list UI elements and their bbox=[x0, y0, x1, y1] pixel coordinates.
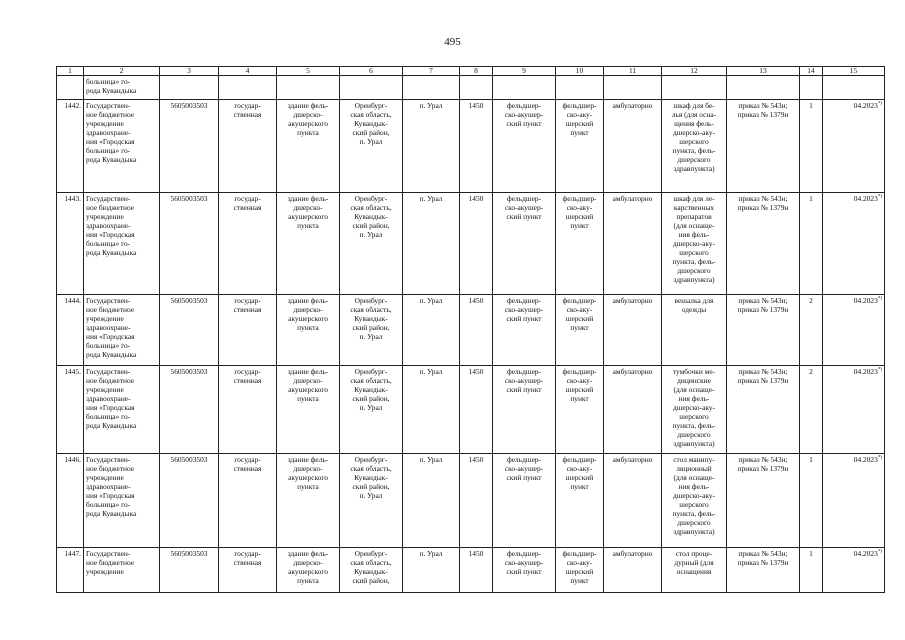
column-header-14: 14 bbox=[800, 67, 823, 76]
cell-ownership: государ- ственная bbox=[219, 100, 277, 193]
cell-unit: фельдшер- ско-аку- шерский пункт bbox=[556, 295, 604, 366]
cell-org: Государствен- ное бюджетное учреждение здравоохране- ния «Городская больница» го- рода Кувандыка bbox=[84, 366, 160, 454]
column-header-13: 13 bbox=[727, 67, 800, 76]
table-row bbox=[57, 548, 885, 593]
cell-type: фельдшер- ско-акушер- ский пункт bbox=[493, 193, 556, 295]
cell-date: 04.2023*) bbox=[823, 548, 885, 593]
column-header-10: 10 bbox=[556, 67, 604, 76]
cell-care: амбулаторно bbox=[604, 454, 662, 548]
column-header-3: 3 bbox=[160, 67, 219, 76]
cell-pop: 1450 bbox=[460, 548, 493, 593]
cell-num: 1445. bbox=[57, 366, 84, 454]
column-header-1: 1 bbox=[57, 67, 84, 76]
cell-care: амбулаторно bbox=[604, 548, 662, 593]
cell-ownership: государ- ственная bbox=[219, 193, 277, 295]
cell-type: фельдшер- ско-акушер- ский пункт bbox=[493, 295, 556, 366]
cell-order: приказ № 543н; приказ № 1379н bbox=[727, 454, 800, 548]
cell-num: 1444. bbox=[57, 295, 84, 366]
table-row bbox=[57, 454, 885, 548]
cell-org: Государствен- ное бюджетное учреждение здравоохране- ния «Городская больница» го- рода Кувандыка bbox=[84, 100, 160, 193]
cell-address: Оренбург- ская область, Кувандык- ский район, п. Урал bbox=[340, 295, 403, 366]
cell-org: Государствен- ное бюджетное учреждение здравоохране- ния «Городская больница» го- рода Кувандыка bbox=[84, 454, 160, 548]
cell-locality: п. Урал bbox=[403, 366, 460, 454]
cell-locality: п. Урал bbox=[403, 548, 460, 593]
column-header-9: 9 bbox=[493, 67, 556, 76]
cell-locality: п. Урал bbox=[403, 295, 460, 366]
footnote-mark: *) bbox=[877, 549, 882, 555]
cell-qty: 1 bbox=[800, 454, 823, 548]
table-row bbox=[57, 193, 885, 295]
cell-building: здание фель- дшерско- акушерского пункта bbox=[277, 454, 340, 548]
cell-order: приказ № 543н; приказ № 1379н bbox=[727, 193, 800, 295]
cell-order: приказ № 543н; приказ № 1379н bbox=[727, 295, 800, 366]
cell-pop: 1450 bbox=[460, 454, 493, 548]
cell-code: 5605003503 bbox=[160, 193, 219, 295]
column-header-2: 2 bbox=[84, 67, 160, 76]
cell-pop: 1450 bbox=[460, 100, 493, 193]
cell-unit: фельдшер- ско-аку- шерский пункт bbox=[556, 100, 604, 193]
cell-building: здание фель- дшерско- акушерского пункта bbox=[277, 100, 340, 193]
cell-equip: стол манипу- ляционный (для оснаще- ния фель- дшерско-аку- шерского пункта, фель- дшерского здравпункта) bbox=[662, 454, 727, 548]
cell-code: 5605003503 bbox=[160, 454, 219, 548]
cell-pop: 1450 bbox=[460, 193, 493, 295]
cell-locality: п. Урал bbox=[403, 100, 460, 193]
cell-building: здание фель- дшерско- акушерского пункта bbox=[277, 366, 340, 454]
cell-type: фельдшер- ско-акушер- ский пункт bbox=[493, 454, 556, 548]
cell-address: Оренбург- ская область, Кувандык- ский район, bbox=[340, 548, 403, 593]
cell-num: 1443. bbox=[57, 193, 84, 295]
cell-qty: 2 bbox=[800, 295, 823, 366]
cell-address: Оренбург- ская область, Кувандык- ский район, п. Урал bbox=[340, 454, 403, 548]
column-header-5: 5 bbox=[277, 67, 340, 76]
cell-unit: фельдшер- ско-аку- шерский пункт bbox=[556, 454, 604, 548]
cell-equip: стол проце- дурный (для оснащения bbox=[662, 548, 727, 593]
cell-date: 04.2023*) bbox=[823, 193, 885, 295]
table-row bbox=[57, 100, 885, 193]
cell-code: 5605003503 bbox=[160, 366, 219, 454]
cell-pop: 1450 bbox=[460, 366, 493, 454]
cell-equip: шкаф для ле- карственных препаратов (для оснаще- ния фель- дшерско-аку- шерского пункта, фель- дшерского здравпункта) bbox=[662, 193, 727, 295]
cell-ownership: государ- ственная bbox=[219, 548, 277, 593]
column-header-4: 4 bbox=[219, 67, 277, 76]
cell-care: амбулаторно bbox=[604, 366, 662, 454]
cell-address: Оренбург- ская область, Кувандык- ский район, п. Урал bbox=[340, 193, 403, 295]
column-header-15: 15 bbox=[823, 67, 885, 76]
cell-org: Государствен- ное бюджетное учреждение здравоохране- ния «Городская больница» го- рода Кувандыка bbox=[84, 193, 160, 295]
cell-building: здание фель- дшерско- акушерского пункта bbox=[277, 295, 340, 366]
cell-unit: фельдшер- ско-аку- шерский пункт bbox=[556, 193, 604, 295]
column-header-11: 11 bbox=[604, 67, 662, 76]
cell-building: здание фель- дшерско- акушерского пункта bbox=[277, 193, 340, 295]
cell-ownership: государ- ственная bbox=[219, 366, 277, 454]
column-header-8: 8 bbox=[460, 67, 493, 76]
footnote-mark: *) bbox=[877, 367, 882, 373]
cell-locality: п. Урал bbox=[403, 193, 460, 295]
cell-date: 04.2023*) bbox=[823, 366, 885, 454]
footnote-mark: *) bbox=[877, 455, 882, 461]
cell-code: 5605003503 bbox=[160, 100, 219, 193]
cell-order: приказ № 543н; приказ № 1379н bbox=[727, 366, 800, 454]
table-row bbox=[57, 295, 885, 366]
cell-qty: 1 bbox=[800, 548, 823, 593]
cell-org: больница» го- рода Кувандыка bbox=[84, 76, 160, 100]
cell-num: 1447. bbox=[57, 548, 84, 593]
cell-type: фельдшер- ско-акушер- ский пункт bbox=[493, 100, 556, 193]
column-header-7: 7 bbox=[403, 67, 460, 76]
cell-unit: фельдшер- ско-аку- шерский пункт bbox=[556, 548, 604, 593]
cell-code: 5605003503 bbox=[160, 295, 219, 366]
cell-org: Государствен- ное бюджетное учреждение bbox=[84, 548, 160, 593]
footnote-mark: *) bbox=[877, 101, 882, 107]
cell-type: фельдшер- ско-акушер- ский пункт bbox=[493, 548, 556, 593]
cell-unit: фельдшер- ско-аку- шерский пункт bbox=[556, 366, 604, 454]
cell-care: амбулаторно bbox=[604, 193, 662, 295]
cell-num: 1442. bbox=[57, 100, 84, 193]
cell-qty: 1 bbox=[800, 193, 823, 295]
continuation-row bbox=[57, 76, 885, 100]
header-row bbox=[57, 67, 885, 76]
cell-address: Оренбург- ская область, Кувандык- ский район, п. Урал bbox=[340, 100, 403, 193]
cell-order: приказ № 543н; приказ № 1379н bbox=[727, 548, 800, 593]
cell-qty: 2 bbox=[800, 366, 823, 454]
cell-type: фельдшер- ско-акушер- ский пункт bbox=[493, 366, 556, 454]
cell-equip: вешалка для одежды bbox=[662, 295, 727, 366]
column-header-6: 6 bbox=[340, 67, 403, 76]
cell-equip: шкаф для бе- лья (для осна- щения фель- дшерско-аку- шерского пункта, фель- дшерского здравпункта) bbox=[662, 100, 727, 193]
cell-num: 1446. bbox=[57, 454, 84, 548]
footnote-mark: *) bbox=[877, 296, 882, 302]
cell-date: 04.2023*) bbox=[823, 295, 885, 366]
cell-ownership: государ- ственная bbox=[219, 454, 277, 548]
cell-order: приказ № 543н; приказ № 1379н bbox=[727, 100, 800, 193]
cell-ownership: государ- ственная bbox=[219, 295, 277, 366]
column-header-12: 12 bbox=[662, 67, 727, 76]
cell-pop: 1450 bbox=[460, 295, 493, 366]
cell-equip: тумбочки ме- дицинские (для оснаще- ния фель- дшерско-аку- шерского пункта, фель- дшерского здравпункта) bbox=[662, 366, 727, 454]
cell-org: Государствен- ное бюджетное учреждение здравоохране- ния «Городская больница» го- рода Кувандыка bbox=[84, 295, 160, 366]
cell-address: Оренбург- ская область, Кувандык- ский район, п. Урал bbox=[340, 366, 403, 454]
cell-care: амбулаторно bbox=[604, 295, 662, 366]
footnote-mark: *) bbox=[877, 194, 882, 200]
cell-qty: 1 bbox=[800, 100, 823, 193]
registry-table bbox=[56, 66, 885, 593]
cell-care: амбулаторно bbox=[604, 100, 662, 193]
page-number: 495 bbox=[444, 36, 461, 48]
cell-code: 5605003503 bbox=[160, 548, 219, 593]
cell-date: 04.2023*) bbox=[823, 100, 885, 193]
cell-num bbox=[57, 76, 84, 100]
cell-locality: п. Урал bbox=[403, 454, 460, 548]
cell-date: 04.2023*) bbox=[823, 454, 885, 548]
table-row bbox=[57, 366, 885, 454]
cell-building: здание фель- дшерско- акушерского пункта bbox=[277, 548, 340, 593]
